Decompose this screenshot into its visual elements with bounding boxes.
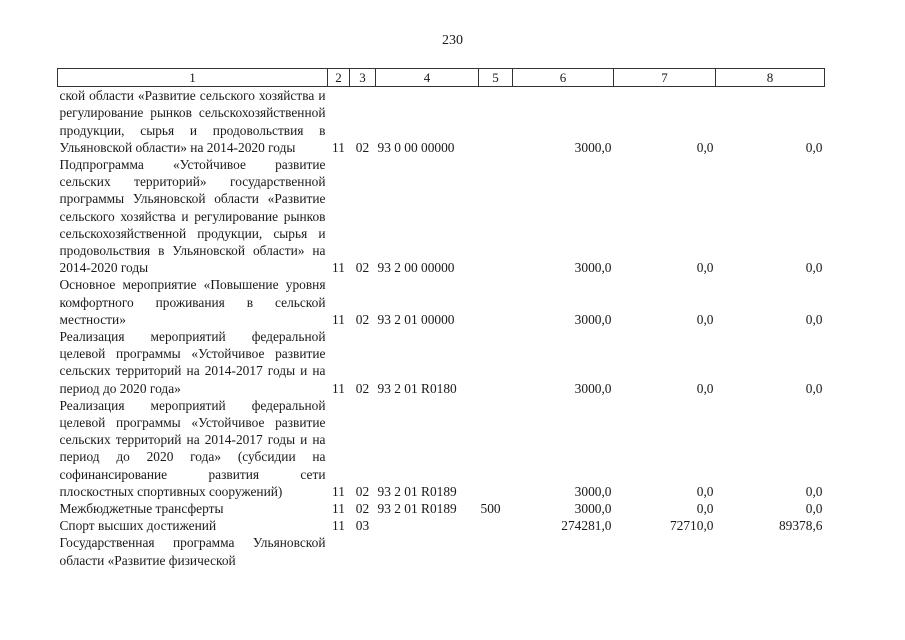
row-name: Спорт высших достижений bbox=[59, 518, 217, 534]
row-name: Реализация мероприятий федеральной целевой программы «Устойчивое развитие сельских территорий на 2014-2017 годы и на период до 2020 года» (субсидии на софинансирование развития сети плоскостных спортивных сооружений) bbox=[59, 397, 326, 499]
cell-amount-7: 0,0 bbox=[696, 483, 714, 499]
cell-amount-6 bbox=[513, 534, 614, 568]
cell-section: 11 bbox=[332, 380, 345, 396]
cell-amount-7 bbox=[614, 534, 716, 568]
row-name: ской области «Развитие сельского хозяйства и регулирование рынков сельскохозяйственной продукции, сырья и продовольствия в Ульяновской области» на 2014-2020 годы bbox=[59, 88, 326, 155]
cell-amount-8: 0,0 bbox=[805, 311, 823, 327]
cell-subsection: 02 bbox=[355, 380, 370, 396]
cell-section: 11 bbox=[332, 518, 345, 534]
row-name: Подпрограмма «Устойчивое развитие сельских территорий» государственной программы Ульяновской области «Развитие сельского хозяйства и регулирование рынков сельскохозяйственной продукции, сырья и продовольствия в Ульяновской области» на 2014-2020 годы bbox=[59, 157, 326, 276]
column-header: 1 bbox=[58, 69, 328, 87]
cell-amount-8: 0,0 bbox=[805, 380, 823, 396]
table-row bbox=[58, 156, 825, 276]
column-header: 2 bbox=[328, 69, 350, 87]
page-number: 230 bbox=[442, 33, 463, 48]
cell-section: 11 bbox=[332, 483, 345, 499]
cell-expense-type bbox=[479, 534, 513, 568]
cell-amount-8: 0,0 bbox=[805, 483, 823, 499]
cell-subsection: 02 bbox=[355, 260, 370, 276]
cell-amount-7: 72710,0 bbox=[669, 518, 714, 534]
cell-amount-6: 274281,0 bbox=[561, 518, 612, 534]
cell-subsection: 02 bbox=[355, 501, 370, 517]
cell-target-code: 93 2 01 00000 bbox=[377, 311, 455, 327]
table-header-row bbox=[58, 69, 825, 87]
column-header: 7 bbox=[614, 69, 716, 87]
cell-target-code: 93 2 00 00000 bbox=[377, 260, 455, 276]
cell-subsection: 02 bbox=[355, 139, 370, 155]
cell-amount-8 bbox=[716, 534, 825, 568]
cell-expense-type bbox=[479, 397, 513, 500]
column-header: 5 bbox=[479, 69, 513, 87]
table-row bbox=[58, 500, 825, 517]
cell-amount-6: 3000,0 bbox=[574, 311, 612, 327]
cell-target-code bbox=[376, 517, 479, 534]
cell-expense-type bbox=[479, 517, 513, 534]
cell-expense-type bbox=[479, 156, 513, 276]
cell-target-code: 93 2 01 R0189 bbox=[377, 501, 457, 517]
cell-section: 11 bbox=[332, 139, 345, 155]
column-header: 8 bbox=[716, 69, 825, 87]
row-name: Межбюджетные трансферты bbox=[59, 501, 224, 517]
cell-target-code: 93 0 00 00000 bbox=[377, 139, 455, 155]
table-row bbox=[58, 397, 825, 500]
cell-expense-type bbox=[479, 87, 513, 156]
cell-expense-type bbox=[479, 276, 513, 328]
cell-subsection: 02 bbox=[355, 311, 370, 327]
cell-section: 11 bbox=[332, 501, 345, 517]
row-name: Государственная программа Ульяновской области «Развитие физической bbox=[59, 535, 326, 568]
cell-amount-7: 0,0 bbox=[696, 380, 714, 396]
cell-subsection: 03 bbox=[355, 518, 370, 534]
table-row bbox=[58, 276, 825, 328]
row-name: Основное мероприятие «Повышение уровня комфортного проживания в сельской местности» bbox=[59, 277, 326, 327]
cell-amount-6: 3000,0 bbox=[574, 501, 612, 517]
cell-target-code: 93 2 01 R0189 bbox=[377, 483, 457, 499]
cell-amount-8: 0,0 bbox=[805, 260, 823, 276]
cell-amount-6: 3000,0 bbox=[574, 260, 612, 276]
cell-target-code bbox=[376, 534, 479, 568]
table-row bbox=[58, 328, 825, 397]
table-row bbox=[58, 517, 825, 534]
cell-expense-type bbox=[479, 328, 513, 397]
cell-target-code: 93 2 01 R0180 bbox=[377, 380, 457, 396]
cell-amount-7: 0,0 bbox=[696, 311, 714, 327]
column-header: 6 bbox=[513, 69, 614, 87]
cell-section: 11 bbox=[332, 311, 345, 327]
cell-amount-8: 89378,6 bbox=[778, 518, 823, 534]
cell-amount-6: 3000,0 bbox=[574, 483, 612, 499]
cell-amount-6: 3000,0 bbox=[574, 380, 612, 396]
cell-expense-type: 500 bbox=[480, 501, 501, 517]
cell-subsection: 02 bbox=[355, 483, 370, 499]
cell-subsection bbox=[350, 534, 376, 568]
table-row bbox=[58, 87, 825, 156]
cell-amount-7: 0,0 bbox=[696, 501, 714, 517]
budget-table bbox=[57, 68, 825, 569]
cell-amount-7: 0,0 bbox=[696, 139, 714, 155]
cell-amount-7: 0,0 bbox=[696, 260, 714, 276]
cell-amount-8: 0,0 bbox=[805, 501, 823, 517]
cell-section: 11 bbox=[332, 260, 345, 276]
column-header: 4 bbox=[376, 69, 479, 87]
cell-amount-6: 3000,0 bbox=[574, 139, 612, 155]
row-name: Реализация мероприятий федеральной целевой программы «Устойчивое развитие сельских территорий на 2014-2017 годы и на период до 2020 года» bbox=[59, 329, 326, 396]
column-header: 3 bbox=[350, 69, 376, 87]
cell-section bbox=[328, 534, 350, 568]
cell-amount-8: 0,0 bbox=[805, 139, 823, 155]
table-row bbox=[58, 534, 825, 568]
